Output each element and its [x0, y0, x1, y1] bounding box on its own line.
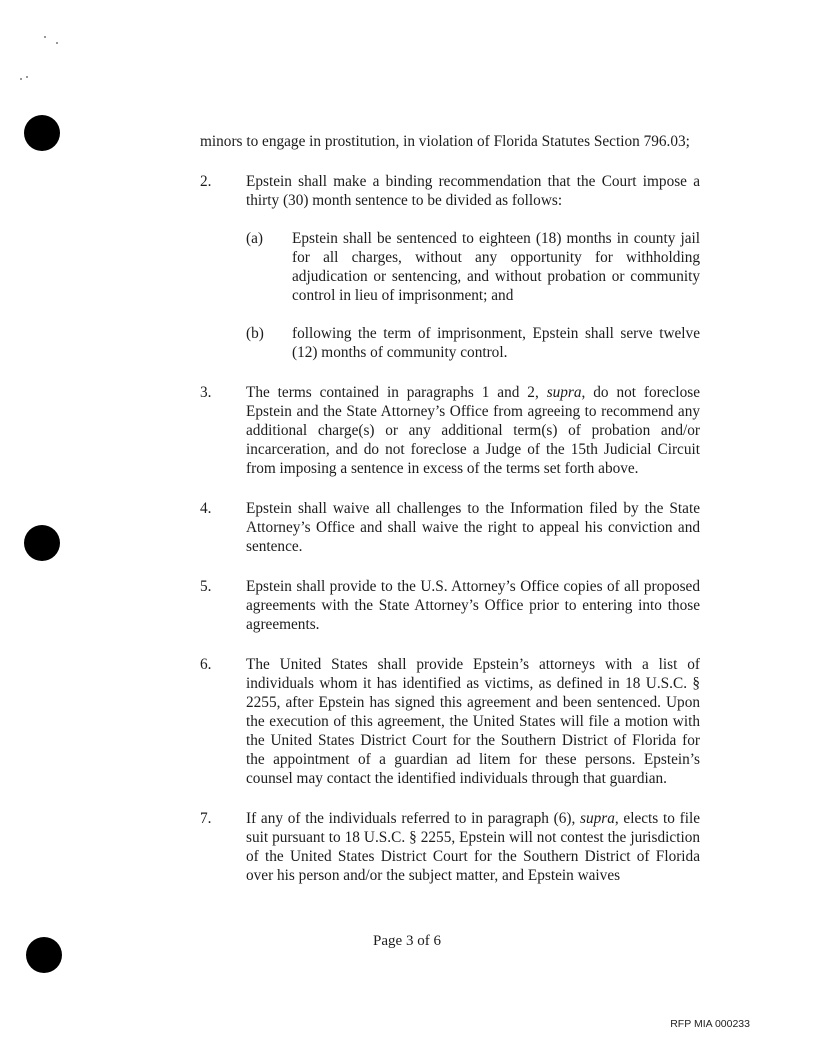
paragraph-text: Epstein shall provide to the U.S. Attorney’s Office copies of all proposed agreements with the State Attorney’s Office prior to entering into those agreements.: [246, 578, 700, 633]
paragraph-5: [200, 577, 700, 634]
subparagraph-text: Epstein shall be sentenced to eighteen (18) months in county jail for all charges, without any opportunity for withholding adjudication or sentencing, and without probation or community control in lieu of imprisonment; and: [292, 230, 700, 304]
paragraph-number: 7.: [200, 810, 212, 827]
paragraph-4: [200, 499, 700, 556]
subparagraph-text: following the term of imprisonment, Epstein shall serve twelve (12) months of community control.: [292, 325, 700, 361]
bates-number: RFP MIA 000233: [670, 1018, 750, 1030]
scan-speck: [56, 42, 58, 44]
paragraph-text: Epstein shall make a binding recommendation that the Court impose a thirty (30) month sentence to be divided as follows:: [246, 173, 700, 209]
subparagraph-b: [246, 324, 700, 362]
scan-speck: [20, 78, 22, 80]
text-segment: The terms contained in paragraphs 1 and 2,: [246, 384, 547, 401]
text-segment: If any of the individuals referred to in paragraph (6),: [246, 810, 581, 827]
paragraph-6: [200, 655, 700, 788]
paragraph-text: Epstein shall waive all challenges to the Information filed by the State Attorney’s Office and shall waive the right to appeal his conviction and sentence.: [246, 500, 700, 555]
text-segment: , do not foreclose Epstein and the State Attorney’s Office from agreeing to recommend any additional charge(s) or any additional term(s) of probation and/or incarceration, and do not foreclose a Judge of the 15th Judicial Circuit from imposing a sentence in excess of the terms set forth above.: [246, 384, 700, 477]
subparagraph-label: (a): [246, 230, 263, 247]
paragraph-number: 2.: [200, 173, 212, 190]
paragraph-text: [246, 383, 700, 478]
punch-hole-top: [24, 115, 60, 151]
paragraph-number: 3.: [200, 384, 212, 401]
document-body: [200, 132, 700, 906]
subparagraph-label: (b): [246, 325, 264, 342]
scan-speck: [26, 76, 28, 78]
subparagraph-a: [246, 229, 700, 305]
paragraph-text: The United States shall provide Epstein’s attorneys with a list of individuals whom it has identified as victims, as defined in 18 U.S.C. § 2255, after Epstein has signed this agreement and been sentenced. Upon the execution of this agreement, the United States will file a motion with the United States District Court for the Southern District of Florida for the appointment of a guardian ad litem for these persons. Epstein’s counsel may contact the identified individuals through that guardian.: [246, 656, 700, 787]
paragraph-2: [200, 172, 700, 362]
continuation-paragraph: minors to engage in prostitution, in violation of Florida Statutes Section 796.03;: [200, 133, 690, 150]
paragraph-text: [246, 809, 700, 885]
paragraph-number: 5.: [200, 578, 212, 595]
paragraph-3: [200, 383, 700, 478]
punch-hole-middle: [24, 525, 60, 561]
scan-speck: [44, 36, 46, 38]
paragraph-7: [200, 809, 700, 885]
paragraph-number: 4.: [200, 500, 212, 517]
italic-term: supra: [546, 384, 582, 401]
page-number: Page 3 of 6: [373, 933, 441, 949]
italic-term: supra: [580, 810, 615, 827]
paragraph-number: 6.: [200, 656, 212, 673]
text-segment: , elects to file suit pursuant to 18 U.S.C. § 2255, Epstein will not contest the jurisdiction of the United States District Court for the Southern District of Florida over his person and/or the subject matter, and Epstein waives: [246, 810, 700, 884]
